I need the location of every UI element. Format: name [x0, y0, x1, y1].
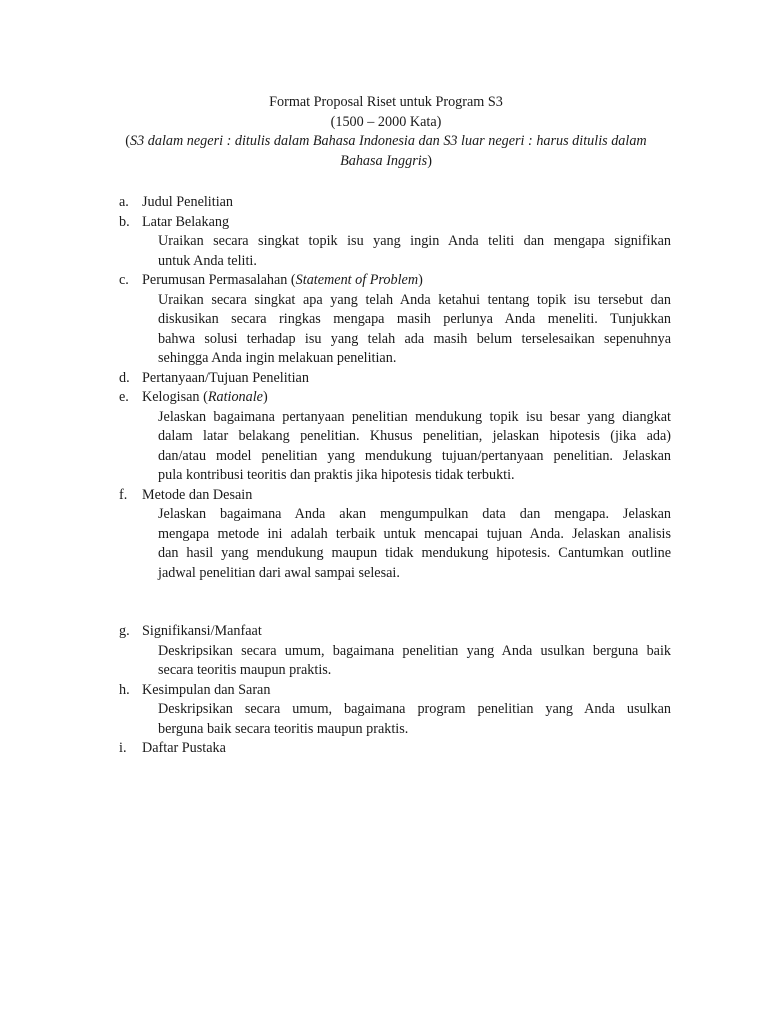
language-note-cont	[100, 152, 672, 172]
section-letter: b.	[119, 213, 130, 230]
description-line: berguna baik secara teoritis maupun praktis.	[158, 720, 409, 737]
section-title: Pertanyaan/Tujuan Penelitian	[142, 369, 309, 386]
list-item	[0, 213, 768, 272]
section-heading	[0, 486, 768, 506]
language-note-line1: S3 dalam negeri : ditulis dalam Bahasa Indonesia dan S3 luar negeri : harus ditulis dalam	[130, 133, 647, 149]
section-letter: e.	[119, 389, 129, 405]
description-line: untuk Anda teliti.	[158, 252, 257, 269]
description-line: Jelaskan bagaimana pertanyaan penelitian mendukung topik isu besar yang diangkat	[158, 408, 671, 425]
section-title: Daftar Pustaka	[142, 740, 226, 756]
section-letter: d.	[119, 369, 130, 386]
description-line: Uraikan secara singkat apa yang telah Anda ketahui tentang topik isu tersebut dan	[158, 291, 671, 308]
section-description	[158, 291, 671, 369]
word-count: (1500 – 2000 Kata)	[330, 113, 442, 130]
description-line: Uraikan secara singkat topik isu yang ingin Anda teliti dan mengapa signifikan	[158, 233, 671, 249]
section-title: Judul Penelitian	[142, 194, 234, 210]
section-heading	[0, 213, 768, 233]
section-description	[158, 700, 671, 739]
blank-line	[0, 583, 768, 603]
proposal-outline-list	[0, 193, 768, 759]
section-title: Kesimpulan dan Saran	[142, 681, 271, 698]
section-description	[158, 408, 671, 486]
description-line: sehingga Anda ingin melakuan penelitian.	[158, 350, 397, 366]
section-heading	[0, 271, 768, 291]
section-description	[158, 505, 671, 583]
section-letter: i.	[119, 740, 127, 756]
section-description	[158, 232, 671, 271]
section-title: Kelogisan (Rationale)	[142, 389, 268, 405]
section-title-italic: Statement of Problem	[295, 272, 419, 288]
language-note-close-paren: )	[427, 152, 432, 169]
document-title: Format Proposal Riset untuk Program S3	[269, 94, 503, 110]
section-heading	[0, 622, 768, 642]
section-letter: a.	[119, 194, 129, 210]
list-item	[0, 739, 768, 759]
list-item	[0, 193, 768, 213]
section-letter: h.	[119, 681, 130, 698]
description-line: Deskripsikan secara umum, bagaimana penelitian yang Anda usulkan berguna baik	[158, 642, 671, 659]
description-line: mengapa metode ini adalah terbaik untuk mencapai tujuan Anda. Jelaskan analisis	[158, 525, 671, 542]
language-note-line2: Bahasa Inggris	[340, 152, 428, 169]
description-line: jadwal penelitian dari awal sampai selesai.	[158, 564, 400, 581]
section-letter: f.	[119, 486, 128, 503]
blank-line	[0, 603, 768, 623]
description-line: dan hasil yang mendukung maupun tidak mendukung hipotesis. Cantumkan outline	[158, 545, 671, 561]
description-line: dan/atau model penelitian yang mendukung tujuan/pertanyaan penelitian. Jelaskan	[158, 447, 671, 464]
section-title: Latar Belakang	[142, 213, 230, 230]
section-letter: g.	[119, 623, 130, 639]
description-line: pula kontribusi teoritis dan praktis jika hipotesis tidak terbukti.	[158, 467, 515, 483]
description-line: dalam latar belakang penelitian. Khusus penelitian, jelaskan hipotesis (jika ada)	[158, 428, 671, 444]
description-line: bahwa solusi terhadap isu yang telah ada masih belum terselesaikan sepenuhnya	[158, 330, 671, 347]
language-note	[100, 132, 672, 152]
description-line: Deskripsikan secara umum, bagaimana program penelitian yang Anda usulkan	[158, 701, 671, 717]
section-heading	[0, 388, 768, 408]
list-item	[0, 369, 768, 389]
description-line: Jelaskan bagaimana Anda akan mengumpulkan data dan mengapa. Jelaskan	[158, 506, 671, 522]
section-title: Metode dan Desain	[142, 486, 253, 503]
list-item	[0, 681, 768, 740]
section-heading	[0, 739, 768, 759]
section-title: Perumusan Permasalahan (Statement of Problem)	[142, 272, 423, 288]
section-title-italic: Rationale	[207, 389, 263, 405]
description-line: diskusikan secara ringkas mengapa masih perlunya Anda meneliti. Tunjukkan	[158, 311, 671, 327]
section-title: Signifikansi/Manfaat	[142, 623, 262, 639]
section-description	[158, 642, 671, 681]
list-item	[0, 271, 768, 369]
list-item	[0, 388, 768, 486]
list-item	[0, 486, 768, 584]
language-note-open-paren: (	[125, 133, 131, 149]
section-heading	[0, 193, 768, 213]
section-heading	[0, 369, 768, 389]
section-heading	[0, 681, 768, 701]
section-letter: c.	[119, 272, 129, 288]
description-line: secara teoritis maupun praktis.	[158, 662, 332, 678]
list-item	[0, 622, 768, 681]
document-header	[100, 93, 672, 171]
